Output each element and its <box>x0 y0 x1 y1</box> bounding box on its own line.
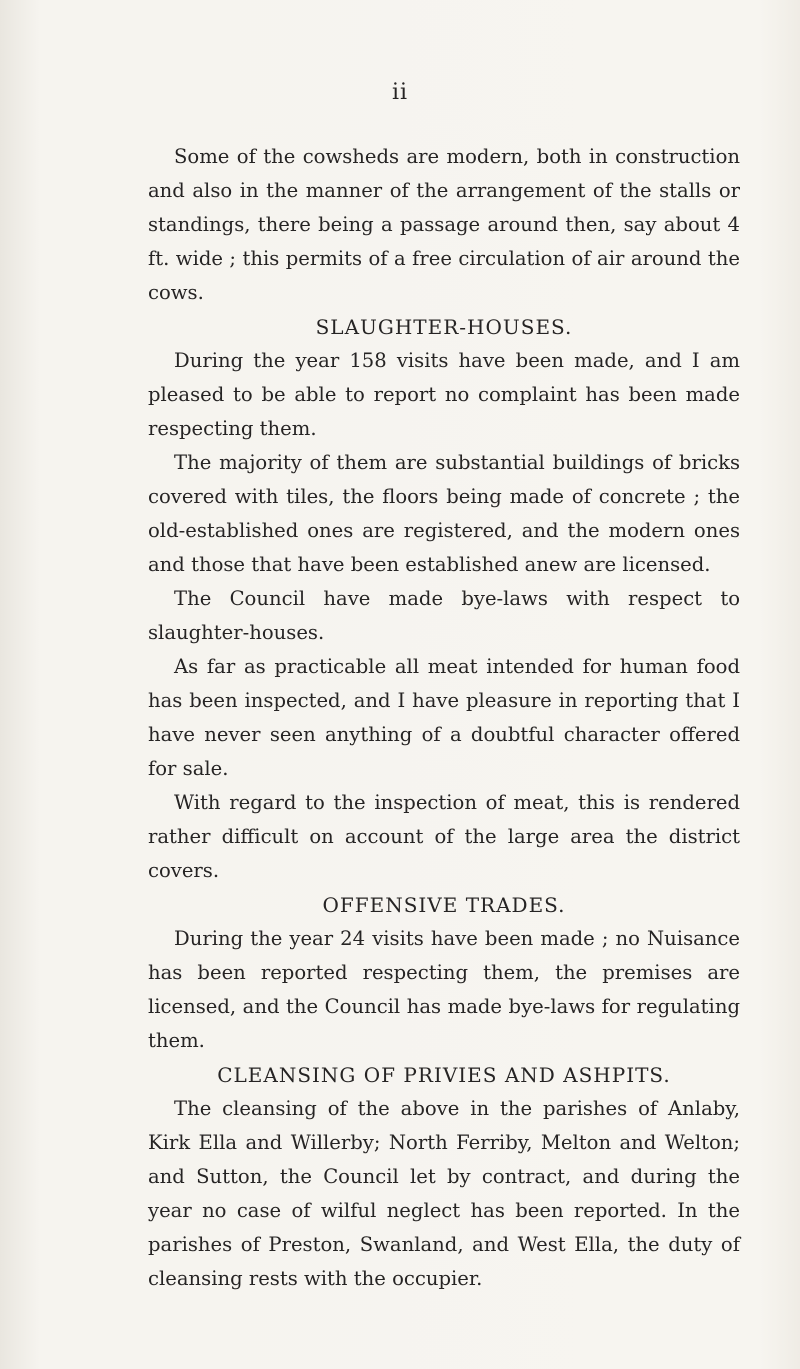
paragraph-offensive-visits: During the year 24 visits have been made ; no Nuisance has been reported respecting them, the premises are licensed, and the Council has made bye-laws for regulating them. <box>148 927 740 1052</box>
paragraph-slaughter-inspection: With regard to the inspection of meat, this is rendered rather difficult on account of the large area the district covers. <box>148 791 740 882</box>
paragraph-slaughter-meat: As far as practicable all meat intended for human food has been inspected, and I have pleasure in reporting that I have never seen anything of a doubtful character offered for sale. <box>148 655 740 780</box>
paragraph-cowsheds: Some of the cowsheds are modern, both in construction and also in the manner of the arrangement of the stalls or standings, there being a passage around then, say about 4 ft. wide ; this permits of a free circulation of air around the cows. <box>148 145 740 304</box>
paragraph-slaughter-buildings: The majority of them are substantial buildings of bricks covered with tiles, the floors being made of concrete ; the old-established ones are registered, and the modern ones and those that have been established anew are licensed. <box>148 451 740 576</box>
heading-cleansing: CLEANSING OF PRIVIES AND ASHPITS. <box>217 1063 671 1087</box>
page-number: ii <box>391 80 409 105</box>
body-text <box>148 140 740 1296</box>
heading-offensive-trades: OFFENSIVE TRADES. <box>322 893 566 917</box>
paragraph-slaughter-bye-laws: The Council have made bye-laws with respect to slaughter-houses. <box>148 587 740 644</box>
heading-slaughter-houses: SLAUGHTER-HOUSES. <box>315 315 573 339</box>
paragraph-slaughter-visits: During the year 158 visits have been made, and I am pleased to be able to report no complaint has been made respecting them. <box>148 349 740 440</box>
paragraph-cleansing: The cleansing of the above in the parishes of Anlaby, Kirk Ella and Willerby; North Ferriby, Melton and Welton; and Sutton, the Council let by contract, and during the year no case of wilful neglect has been reported. In the parishes of Preston, Swanland, and West Ella, the duty of cleansing rests with the occupier. <box>148 1097 740 1290</box>
